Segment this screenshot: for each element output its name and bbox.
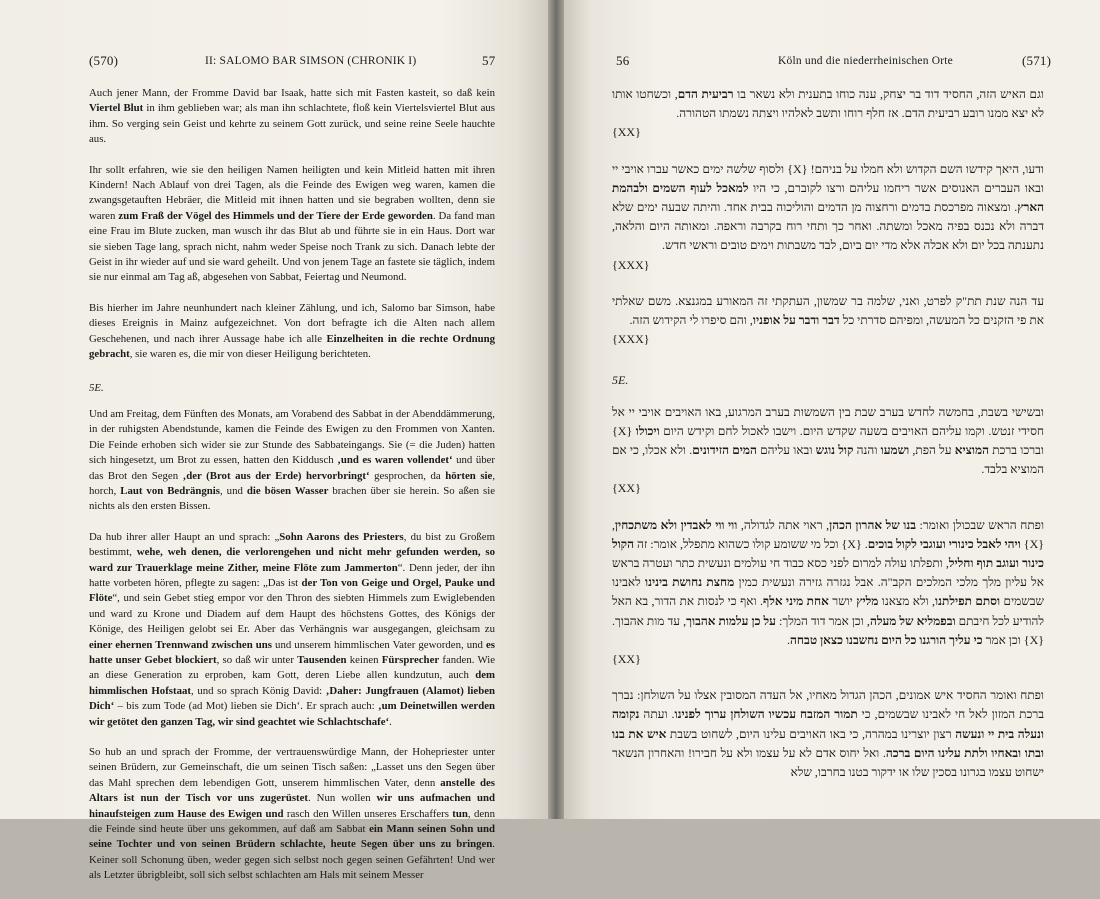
bold-phrase: ‚Daher: Jungfrauen (Alamot) lieben Dich‘ xyxy=(89,684,496,713)
left-paragraphs-2 xyxy=(89,407,495,884)
bold-phrase: מליץ xyxy=(856,594,879,609)
bold-phrase: על כן עלמות אהבוך xyxy=(686,613,776,628)
bold-phrase: דבר ודבר על אופניו xyxy=(752,313,840,328)
bold-phrase: einer ehernen Trennwand zwischen uns xyxy=(89,638,272,651)
right-running-title: Köln und die niederrheinischen Orte xyxy=(778,55,953,67)
bold-phrase: dem himmlischen Hofstaat xyxy=(89,669,495,697)
bold-phrase: es hatte unser Gebet blockiert xyxy=(89,638,495,666)
verse-marker: {XX} xyxy=(612,481,641,496)
bold-phrase: Tausenden xyxy=(297,654,347,666)
bold-phrase: Fürsprecher xyxy=(381,654,440,666)
verse-marker: {XX} xyxy=(612,652,641,667)
bold-phrase: wir uns aufmachen und hinaufsteigen zum Hause des Ewigen und xyxy=(89,792,495,820)
paragraph: Bis hierher im Jahre neunhundert nach kleiner Zählung, und ich, Salomo bar Simson, habe dieses Ereignis in Mainz aufgezeichnet. Von dort befragte ich die Alten nach allem Geschehenen, und nach ihrer Aussage habe ich alle Einzelheiten in die rechte Ordnung gebracht, sie waren es, die mir von dieser Heiligung berichteten. xyxy=(89,301,495,361)
bold-phrase: Viertel Blut xyxy=(89,102,144,115)
left-section-label: 5E. xyxy=(89,381,104,394)
bold-phrase: ‚der (Brot aus der Erde) hervorbringt‘ xyxy=(182,469,370,482)
bold-phrase: tun xyxy=(452,807,468,820)
book-gutter xyxy=(548,0,564,819)
paragraph: So hub an und sprach der Fromme, der vertrauenswürdige Mann, der Hohepriester unter seinen Brüdern, zur Gemeinschaft, die um seinen Tisch saßen: „Lasset uns den Segen über das Mahl sprechen dem lebendigen Gott, unserem himmlischen Vater, denn anstelle des Altars ist nun der Tisch vor uns zugerüstet. Nun wollen wir uns aufmachen und hinaufsteigen zum Hause des Ewigen und rasch den Willen unseres Erschaffers tun, denn die Feinde sind heute über uns gekommen, auf daß am Sabbat ein Mann seinen Sohn und seine Tochter und von seinen Brüdern schlachte, heute Segen über uns zu bringen. Keiner soll Schonung üben, weder gegen sich selbst noch gegen seinen Gefährten! Und wer als Letzter übrigbleibt, soll sich selbst schlachten am Hals mit seinem Messer xyxy=(89,746,495,882)
bold-phrase: ושמעו xyxy=(880,443,910,458)
verse-marker: {XXX} xyxy=(612,257,650,272)
bold-phrase: בנו של אהרון הכהן xyxy=(829,517,917,532)
left-running-title: II: SALOMO BAR SIMSON (CHRONIK I) xyxy=(205,55,417,67)
bold-phrase: anstelle des Altars ist nun der Tisch vor uns zugerüstet xyxy=(89,776,495,805)
bold-phrase: וסתם תפילתנו xyxy=(935,594,1001,609)
right-paragraphs-1 xyxy=(612,85,1044,349)
bold-phrase: קול נוגש xyxy=(815,443,854,458)
paragraph: Ihr sollt erfahren, wie sie den heiligen Namen heiligten und kein Mitleid hatten mit ihren Kindern! Nach Ablauf von drei Tagen, als die Feinde des Ewigen weg waren, kamen die zwangsgetauften Hebräer, die Mitleid mit ihnen hatten und sie begraben wollten, denn sie waren zum Fraß der Vögel des Himmels und der Tiere der Erde geworden. Da fand man eine Frau im Blute zucken, man wusch ihr das Blut ab und führte sie in ein Haus. Dort war sie sieben Tage lang, sprach nicht, nahm weder Speise noch Trank zu sich. Danach lebte der Geist in ihr wieder auf und sie ward geheilt. Und von jenem Tage an fastete sie täglich, indem sie nur einmal am Tag aß, abgesehen von Sabbat, Feiertag und Neumond. xyxy=(89,163,495,284)
bold-phrase: zum Fraß der Vögel des Himmels und der Tiere der Erde geworden xyxy=(118,209,433,222)
right-page-number: 56 xyxy=(616,53,630,68)
paragraph: Auch jener Mann, der Fromme David bar Isaak, hatte sich mit Fasten kasteit, so daß kein Viertel Blut in ihm geblieben war; als man ihn schlachtete, floß kein Viertelsviertel Blut aus ihm. So verging sein Geist und kehrte zu seinem Gott zurück, und seine reine Seele hauchte aus. xyxy=(89,87,495,146)
right-page xyxy=(564,0,1100,819)
bold-phrase: ובפמליא של מעלה xyxy=(869,613,956,628)
bold-phrase: ‚um Deinetwillen werden wir getötet den ganzen Tag, wir sind geachtet wie Schlachtschafe‘ xyxy=(89,700,495,728)
paragraph: ופתח הראש שבכולן ואומר: בנו של אהרון הכהן, ראוי אתה לגדולה, ווי ווי לאבדין ולא משתכחין, {X} ויהי לאבל כינורי ועוגבי לקול בוכים. {X} וכל מי ששומע קולו כשהוא מתפלל, אומר: זה הקול כינור ועוגב תוף וחליל, ותפלתו עולה למרום לפני כסא כבוד חי עולמים ונעשית כתר ועטרה בראש אל עליון מלך מלכי המלכים הקב"ה. אבל נגזרה גזירה ונעשית כמין מחצת נחושת בינינו לאבינו שבשמים וסתם תפילתנו, ולא מצאנו מליץ יושר אחת מיני אלף. ואף כי לנסות את הדור, בא האל להודיע לכל חיבתם ובפמליא של מעלה, וכן אמר דוד המלך: על כן עלמות אהבוך, עד מות אהבוך. {X} וכן אמר כי עליך הורגנו כל היום נחשבנו כצאן טבחה. {XX} xyxy=(612,516,1044,670)
bold-phrase: wehe, weh denen, die verlorengehen und nicht mehr gefunden werden, so ward zur Trauerklage meine Zither, meine Flöte zum Jammerton xyxy=(89,546,495,574)
bold-phrase: die bösen Wasser xyxy=(246,484,329,497)
bold-phrase: ווי ווי לאבדין ולא משתכחין xyxy=(615,517,738,532)
bold-phrase: ויכולו xyxy=(635,423,660,438)
bold-phrase: מחצת נחושת בינינו xyxy=(645,575,735,590)
bold-phrase: המים הזידונים xyxy=(692,443,757,458)
verse-marker: {XXX} xyxy=(612,332,650,347)
bold-phrase: איש את בנו ובתו ובאחיו ולתת עלינו היום ברכה xyxy=(612,726,1044,760)
bold-phrase: hörten sie xyxy=(445,469,493,482)
bold-phrase: למאכל לעוף השמים ולבהמת הארץ xyxy=(612,180,1044,215)
right-hebrew-text xyxy=(612,85,1044,799)
bold-phrase: תמור המזבח עכשיו השולחן ערוך לפנינו xyxy=(674,707,858,722)
paragraph: Und am Freitag, dem Fünften des Monats, am Vorabend des Sabbat in der Abenddämmerung, in der ruhigsten Abendstunde, kamen die Feinde des Ewigen zu den Frommen von Xanten. Die Feinde erhoben sich wider sie zur Stunde des Sabbateingangs. Sie (= die Juden) hatten sich hingesetzt, um Brot zu essen, hatten den Kiddusch ‚und es waren vollendet‘ und über das Brot den Segen ‚der (Brot aus der Erde) hervorbringt‘ gesprochen, da hörten sie, horch, Laut von Bedrängnis, und die bösen Wasser brachen über sie herein. So aßen sie nichts als den ersten Bissen. xyxy=(89,407,496,513)
bold-phrase: Sohn Aarons des Priesters xyxy=(279,530,404,543)
paragraph: ובשישי בשבת, בחמשה לחדש בערב שבת בין השמשות בערב המרגוע, באו האויבים אויבי יי אל חסידי זנטש. וקמו עליהם האויבים בשעה שקדש היום. וישבו לאכול לחם וקידש היום ויכולו {X} וברכו ברכת המוציא על הפת, ושמעו והנה קול נוגש ובאו עליהם המים הזידונים. ולא אכלו, כי אם המוציא בלבד. {XX} xyxy=(612,403,1044,499)
left-page xyxy=(0,0,548,882)
bold-phrase: המוציא xyxy=(954,443,989,458)
bold-phrase: Laut von Bedrängnis xyxy=(120,484,221,497)
right-page-number-bracketed: (571) xyxy=(1022,53,1052,68)
bold-phrase: ‚und es waren vollendet‘ xyxy=(337,454,453,467)
bold-phrase: הקול כינור ועוגב תוף וחליל xyxy=(612,536,1044,571)
left-body-text xyxy=(89,86,495,899)
bold-phrase: כי עליך הורגנו כל היום נחשבנו כצאן טבחה xyxy=(790,632,983,647)
bold-phrase: der Ton von Geige und Orgel, Pauke und Flöte xyxy=(89,576,495,605)
left-page-number: 57 xyxy=(482,53,496,68)
paragraph: עד הנה שנת תת"ק לפרט, ואני, שלמה בר שמשון, העתקתי זה המאורע במגנצא. משם שאלתי את פי הזקנים כל המעשה, ומפיהם סדרתי כל דבר ודבר על אופניו, והם סיפרו לי הקידוש הזה. {XXX} xyxy=(612,292,1044,350)
bold-phrase: ein Mann seinen Sohn und seine Tochter und von seinen Brüdern schlachte, heute Segen über uns zu bringen xyxy=(89,823,495,851)
paragraph: Da hub ihrer aller Haupt an und sprach: „Sohn Aarons des Priesters, du bist zu Großem bestimmt, wehe, weh denen, die verlorengehen und nicht mehr gefunden werden, so ward zur Trauerklage meine Zither, meine Flöte zum Jammerton“. Denn jeder, der ihn hatte vorbeten hören, pflegte zu sagen: „Das ist der Ton von Geige und Orgel, Pauke und Flöte“, und sein Gebet stieg empor vor den Thron des siebten Himmels zum Ewiglebenden und ward zu Krone und Diadem auf dem Haupt des höchstens Gottes, des Königs der Könige, des Heiligen gelobt sei Er. Aber das Verhängnis war ausgegangen, gleichsam zu einer ehernen Trennwand zwischen uns und unserem himmlischen Vater geworden, und es hatte unser Gebet blockiert, so daß wir unter Tausenden keinen Fürsprecher fanden. Wie an diese Generation zu erproben, kam Gott, deren Liebe allen kundzutun, auch dem himmlischen Hofstaat, und so sprach König David: ‚Daher: Jungfrauen (Alamot) lieben Dich‘ – bis zum Tode (ad Mot) lieben sie Dich‘. Er sprach auch: ‚um Deinetwillen werden wir getötet den ganzen Tag, wir sind geachtet wie Schlachtschafe‘. xyxy=(89,530,496,728)
right-section-label: 5E. xyxy=(612,373,629,388)
right-paragraphs-2 xyxy=(612,403,1044,783)
left-paragraphs-1 xyxy=(89,86,495,363)
left-page-number-bracketed: (570) xyxy=(89,53,119,68)
bold-phrase: Einzelheiten in die rechte Ordnung gebracht xyxy=(89,332,495,361)
paragraph: וגם האיש הזה, החסיד דוד בר יצחק, ענה כוחו בתענית ולא נשאר בו רביעית הדם, וכשחטו אותו לא יצא ממנו רובע רביעית הדם. אז חלף רוחו ותשב לאלהיו ויצתה נשמתו הטהורה. {XX} xyxy=(612,85,1044,143)
bold-phrase: ויהי לאבל כינורי ועוגבי לקול בוכים xyxy=(867,536,1021,551)
bold-phrase: נקומה ונעלה בית יי ונעשה xyxy=(612,707,1044,741)
bold-phrase: אחת מיני אלף xyxy=(762,594,829,609)
bold-phrase: רביעית הדם xyxy=(677,87,734,101)
verse-marker: {XX} xyxy=(612,125,641,140)
paragraph: ופתח ואומר החסיד איש אמונים, הכהן הגדול מאחיו, אל העדה המסובין אצלו על השולחן: נברך ברכת המזון לאל חי לאבינו שבשמים, כי תמור המזבח עכשיו השולחן ערוך לפנינו. ועתה נקומה ונעלה בית יי ונעשה רצון יוצרינו במהרה, כי באו האויבים עלינו היום, לשחוט בשבת איש את בנו ובתו ובאחיו ולתת עלינו היום ברכה. ואל יחוס אדם לא על עצמו ולא על חבירו! והאחרון הנשאר ישחוט עצמו בגרונו בסכין שלו או ידקור בטנו בחרבו, שלא xyxy=(612,688,1044,780)
paragraph: ודעו, היאך קידשו השם הקדוש ולא חמלו על בניהם! {X} ולסוף שלשה ימים כאשר עברו אויבי יי ובאו העברים האנוסים אשר ריחמו עליהם ורצו לקוברם, כי היו למאכל לעוף השמים ולבהמת הארץ. ומצאוה מפרכסת בדמים ורחצוה מן הדמים והוליכוה בבית אחד. והיתה שבעה ימים שלא דברה ולא נכנס בפיה מאכל ומשתה. ואחר כך ותחי רוח בקרבה וראפה. ומאותה היום והלאה, נתענתה בכל יום ולא אכלה אלא מדי יום ביום, לבד משבתות וימים טובים וראשי חדש. {XXX} xyxy=(612,160,1044,275)
